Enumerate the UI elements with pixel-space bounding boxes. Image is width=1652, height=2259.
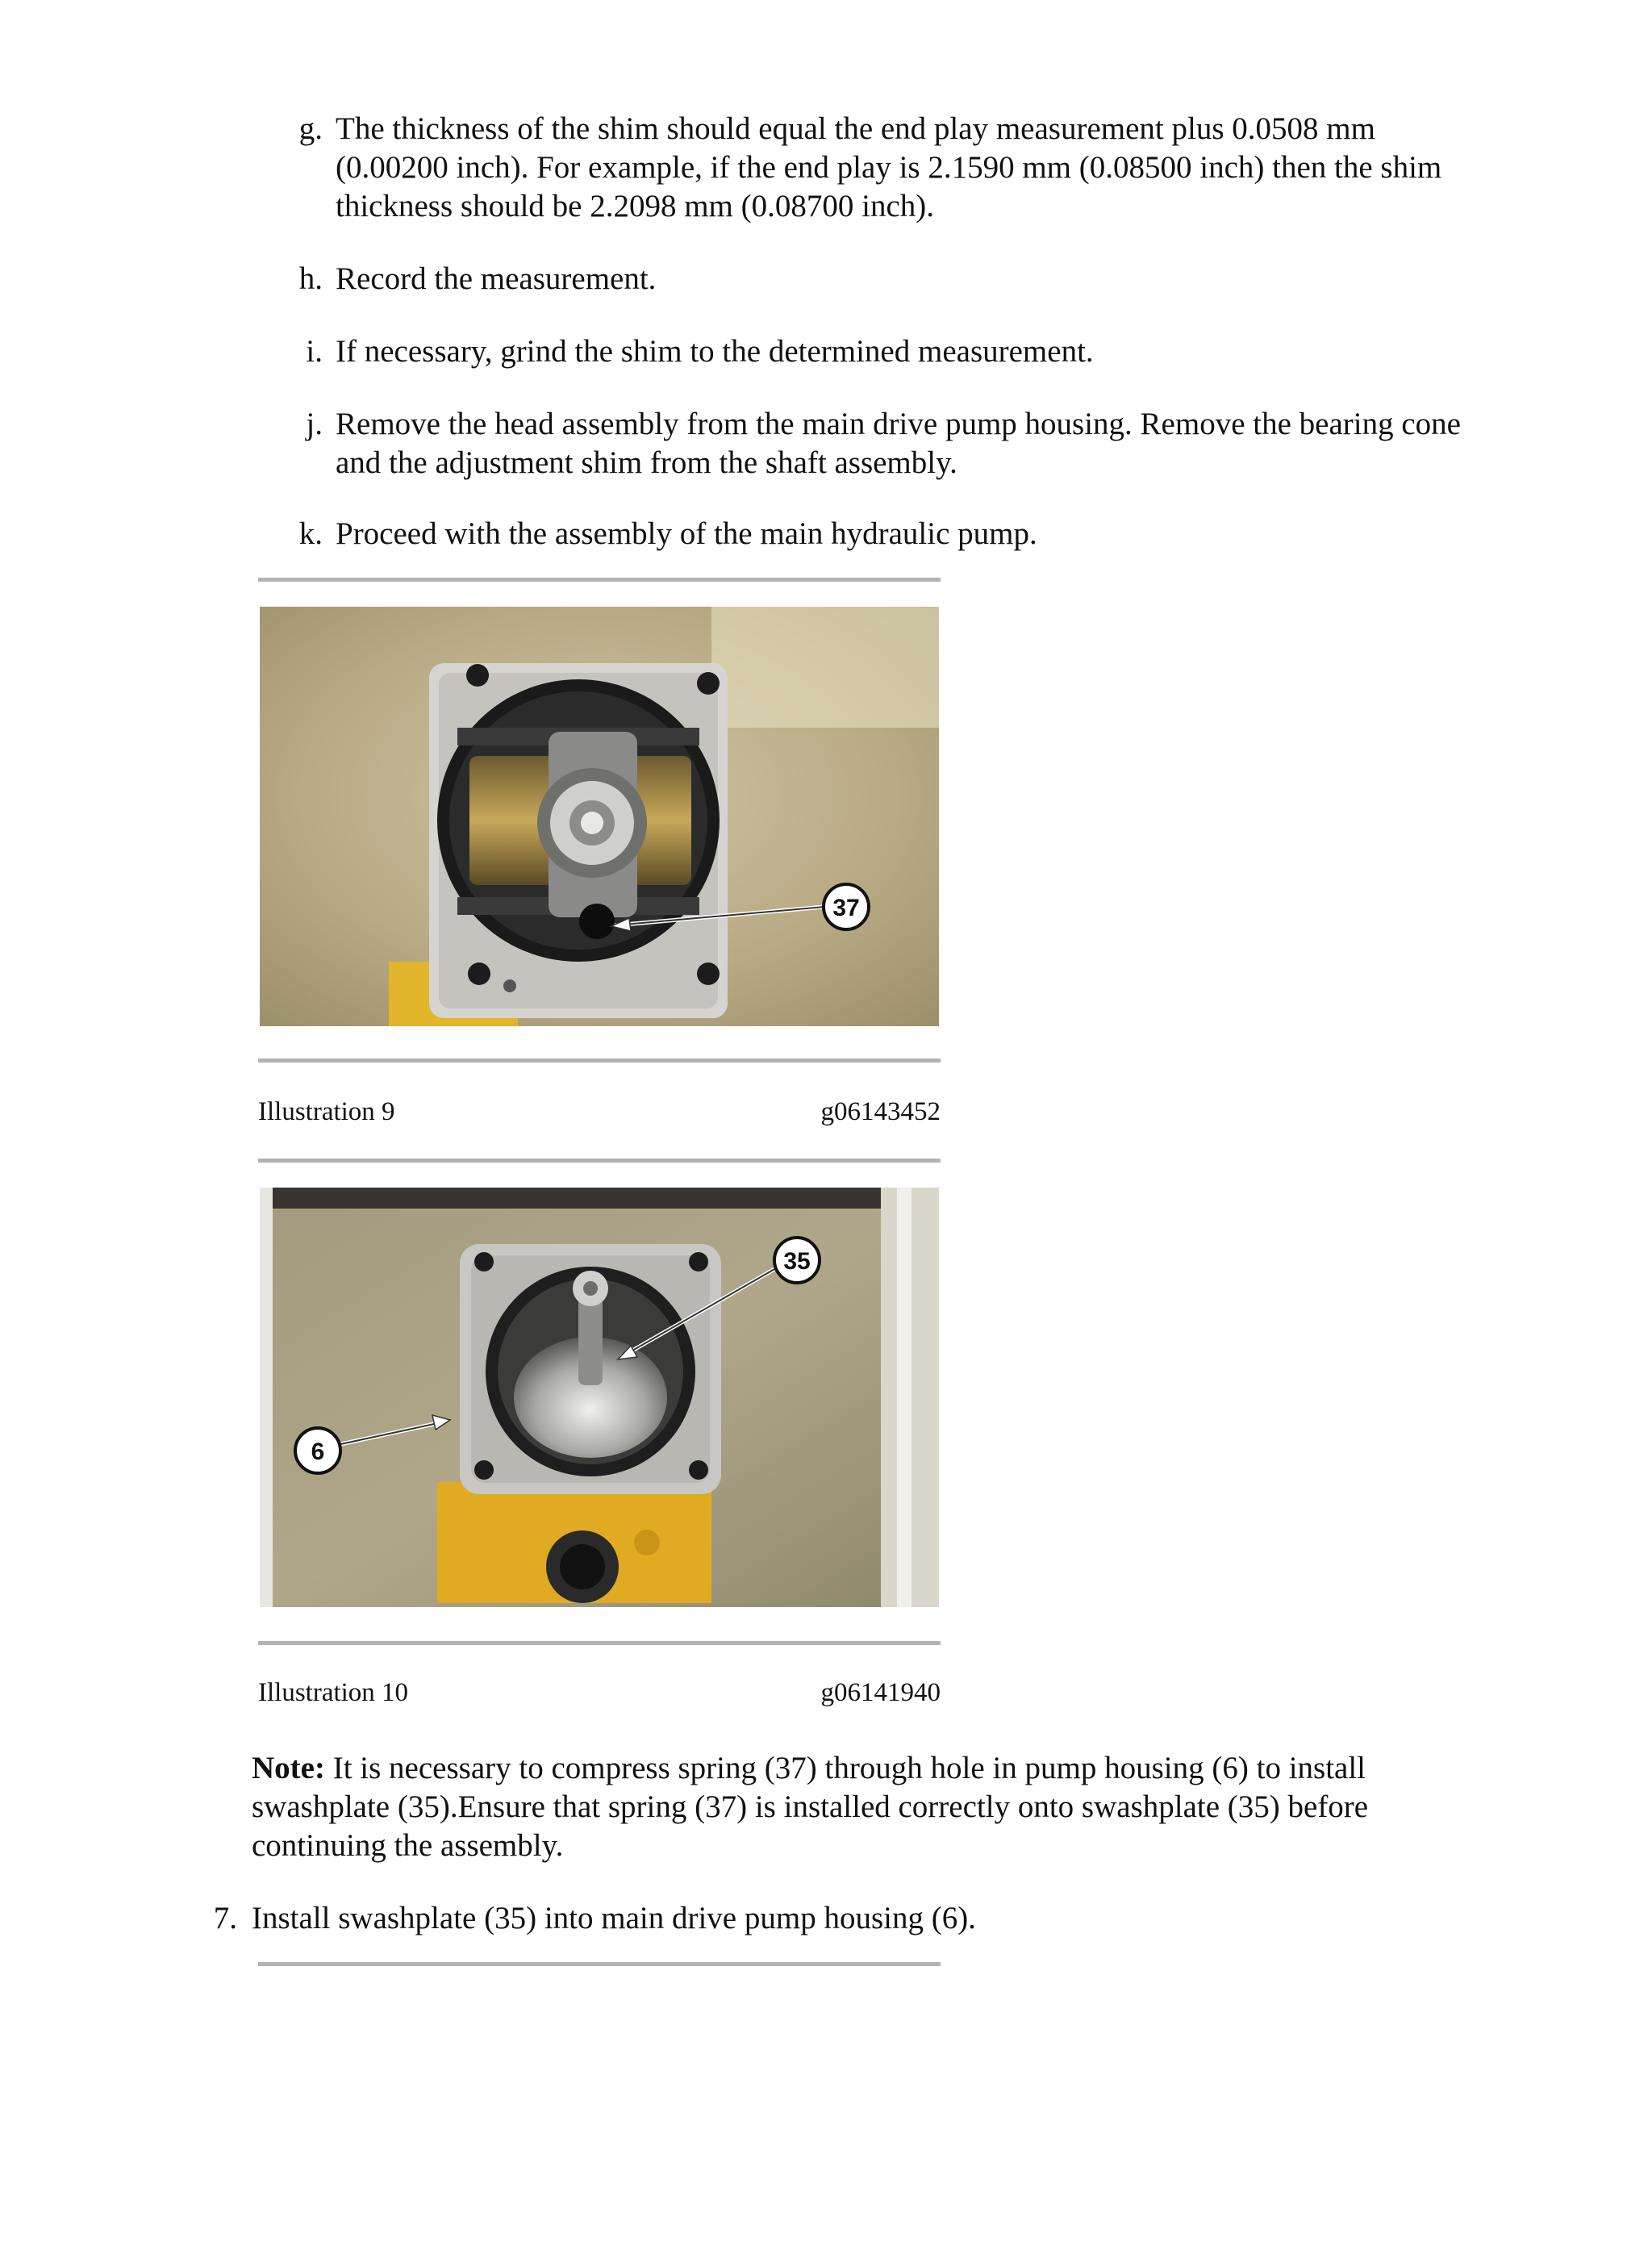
illustration-9-photo — [260, 607, 939, 1026]
substep-j — [290, 405, 1484, 486]
divider — [258, 1159, 941, 1163]
substep-marker: i. — [306, 334, 323, 369]
pump-housing-photo — [260, 1188, 939, 1607]
illustration-id: g06141940 — [820, 1678, 941, 1707]
substep-marker: h. — [298, 261, 323, 296]
substep-g — [290, 110, 1484, 231]
substep-text: If necessary, grind the shim to the determined measurement. — [336, 334, 1094, 369]
callout-35: 35 — [783, 1248, 811, 1275]
substep-marker: j. — [306, 407, 323, 441]
substep-text: The thickness of the shim should equal the end play measurement plus 0.0508 mm (0.00200 inch). For example, if the end play is 2.1590 mm (0.08500 inch) then the shim thickness should be 2.2098 mm (0.08700 inch). — [336, 111, 1442, 223]
substep-text: Proceed with the assembly of the main hydraulic pump. — [336, 516, 1037, 551]
substep-marker: k. — [298, 516, 323, 551]
illustration-9-caption — [258, 1097, 941, 1130]
substep-k — [290, 515, 1484, 555]
substep-marker: g. — [298, 111, 323, 146]
step-marker: 7. — [213, 1901, 237, 1935]
divider — [258, 1641, 941, 1645]
substep-text: Remove the head assembly from the main drive pump housing. Remove the bearing cone and the adjustment shim from the shaft assembly. — [336, 407, 1461, 480]
divider — [258, 578, 941, 582]
pump-head-photo — [260, 607, 939, 1026]
callout-37: 37 — [832, 895, 860, 921]
illustration-label: Illustration 9 — [258, 1097, 395, 1126]
substep-text: Record the measurement. — [336, 261, 657, 296]
note-text: It is necessary to compress spring (37) through hole in pump housing (6) to install swashplate (35).Ensure that spring (37) is installed correctly onto swashplate (35) before continuing the assembly. — [252, 1751, 1369, 1863]
illustration-10-photo — [260, 1188, 939, 1607]
divider — [258, 1059, 941, 1063]
illustration-id: g06143452 — [820, 1097, 941, 1126]
note-label: Note: — [252, 1751, 325, 1785]
illustration-10-caption — [258, 1678, 941, 1710]
illustration-label: Illustration 10 — [258, 1678, 409, 1707]
step-7 — [202, 1899, 1492, 1940]
substep-h — [290, 260, 1484, 300]
step-text: Install swashplate (35) into main drive pump housing (6). — [252, 1901, 976, 1935]
note-paragraph — [252, 1749, 1478, 1870]
substep-i — [290, 332, 1484, 373]
callout-6: 6 — [311, 1438, 325, 1465]
divider — [258, 1962, 941, 1966]
